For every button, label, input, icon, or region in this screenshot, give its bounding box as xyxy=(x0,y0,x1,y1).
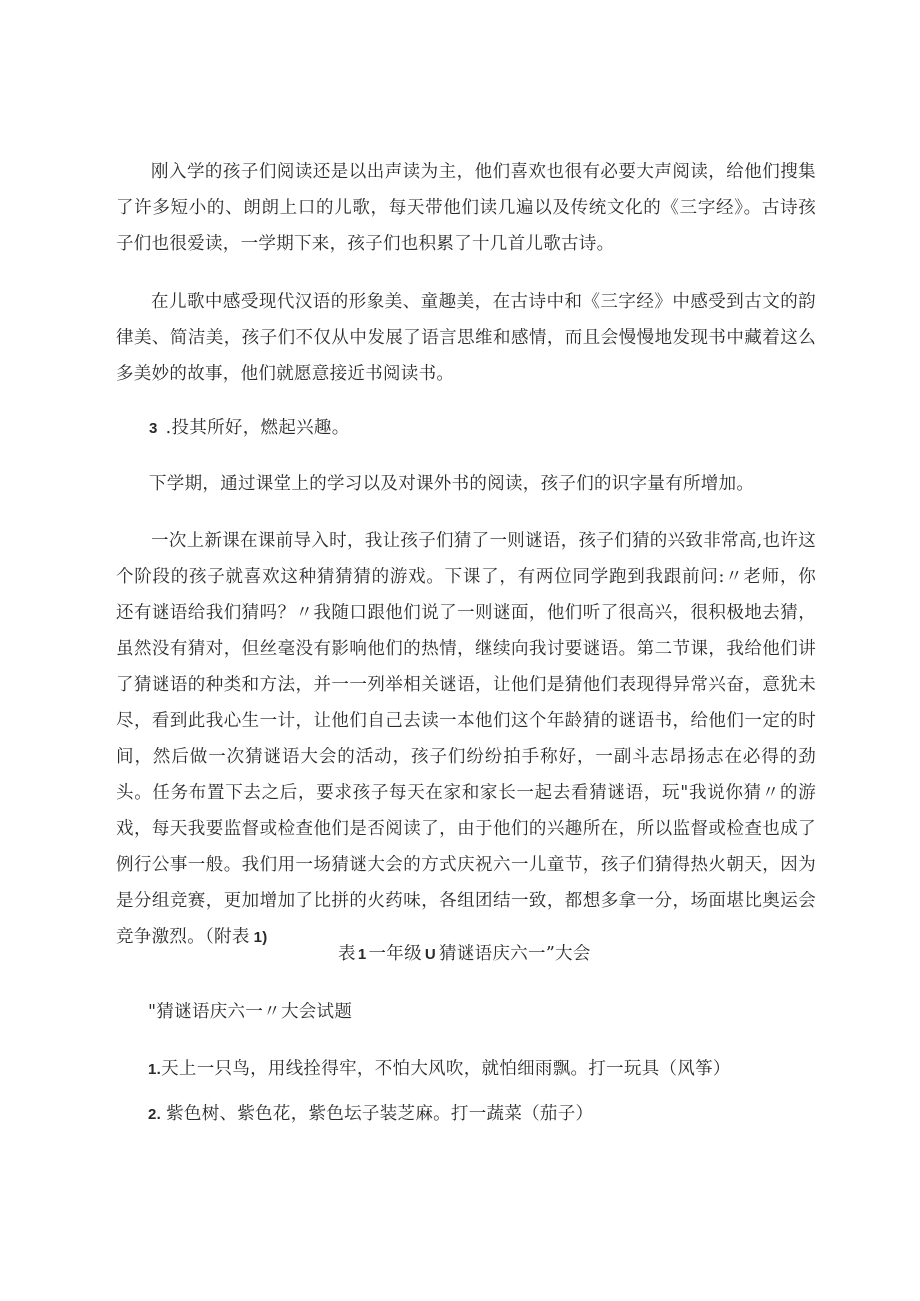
caption-rest: 猜谜语庆六一”大会 xyxy=(439,944,591,964)
section-heading-text: .投其所好，燃起兴趣。 xyxy=(165,418,350,438)
caption-table-number: 1 xyxy=(357,946,367,963)
quiz-item xyxy=(148,1102,593,1127)
paragraph-next-semester: 下学期，通过课堂上的学习以及对课外书的阅读，孩子们的识字量有所增加。 xyxy=(149,474,755,494)
table-caption xyxy=(338,942,591,967)
section-number: 3 xyxy=(149,420,158,437)
appendix-ref: 1) xyxy=(253,929,268,946)
quiz-item-number: 1. xyxy=(148,1061,162,1078)
paragraph-beauty-of-language: 在儿歌中感受现代汉语的形象美、童趣美，在古诗中和《三字经》中感受到古文的韵律美、简洁美，孩子们不仅从中发展了语言思维和感情，而且会慢慢地发现书中藏着这么多美妙的故事，他们就愿意接近书阅读书。 xyxy=(116,292,816,384)
quiz-item-text: 紫色树、紫色花，紫色坛子装芝麻。打一蔬菜（茄子） xyxy=(166,1104,594,1124)
caption-u-glyph: U xyxy=(424,946,437,963)
quiz-item-text: 天上一只鸟，用线拴得牢，不怕大风吹，就怕细雨飘。打一玩具（风筝） xyxy=(161,1059,731,1079)
caption-prefix: 表 xyxy=(338,944,356,964)
paragraph-riddle-activity xyxy=(116,523,816,956)
paragraph-riddle-text: 一次上新课在课前导入时，我让孩子们猜了一则谜语，孩子们猜的兴致非常高,也许这个阶段的孩子就喜欢这种猜猜猜的游戏。下课了，有两位同学跑到我跟前问:〃老师，你还有谜语给我们猜吗？〃我随口跟他们说了一则谜面，他们听了很高兴，很积极地去猜，虽然没有猜对，但丝毫没有影响他们的热情，继续向我讨要谜语。第二节课，我给他们讲了猜谜语的种类和方法，并一一列举相关谜语，让他们是猜他们表现得异常兴奋，意犹未尽，看到此我心生一计，让他们自己去读一本他们这个年龄猜的谜语书，给他们一定的时间，然后做一次猜谜语大会的活动，孩子们纷纷拍手称好，一副斗志昂扬志在必得的劲头。任务布置下去之后，要求孩子每天在家和家长一起去看猜谜语，玩"我说你猜〃的游戏，每天我要监督或检查他们是否阅读了，由于他们的兴趣所在，所以监督或检查也成了例行公事一般。我们用一场猜谜大会的方式庆祝六一儿童节，孩子们猜得热火朝天，因为是分组竞赛，更加增加了比拼的火药味，各组团结一致，都想多拿一分，场面堪比奥运会竞争激烈。（附表 xyxy=(116,531,816,947)
quiz-item-number: 2. xyxy=(148,1106,162,1123)
paragraph-reading-aloud: 刚入学的孩子们阅读还是以出声读为主，他们喜欢也很有必要大声阅读，给他们搜集了许多短小的、朗朗上口的儿歌，每天带他们读几遍以及传统文化的《三字经》。古诗孩子们也很爱读，一学期下来，孩子们也积累了十几首儿歌古诗。 xyxy=(116,162,816,254)
quiz-title: "猜谜语庆六一〃大会试题 xyxy=(148,1002,353,1022)
caption-grade: 一年级 xyxy=(368,944,422,964)
quiz-item xyxy=(148,1057,731,1082)
section-heading-3 xyxy=(149,416,350,441)
